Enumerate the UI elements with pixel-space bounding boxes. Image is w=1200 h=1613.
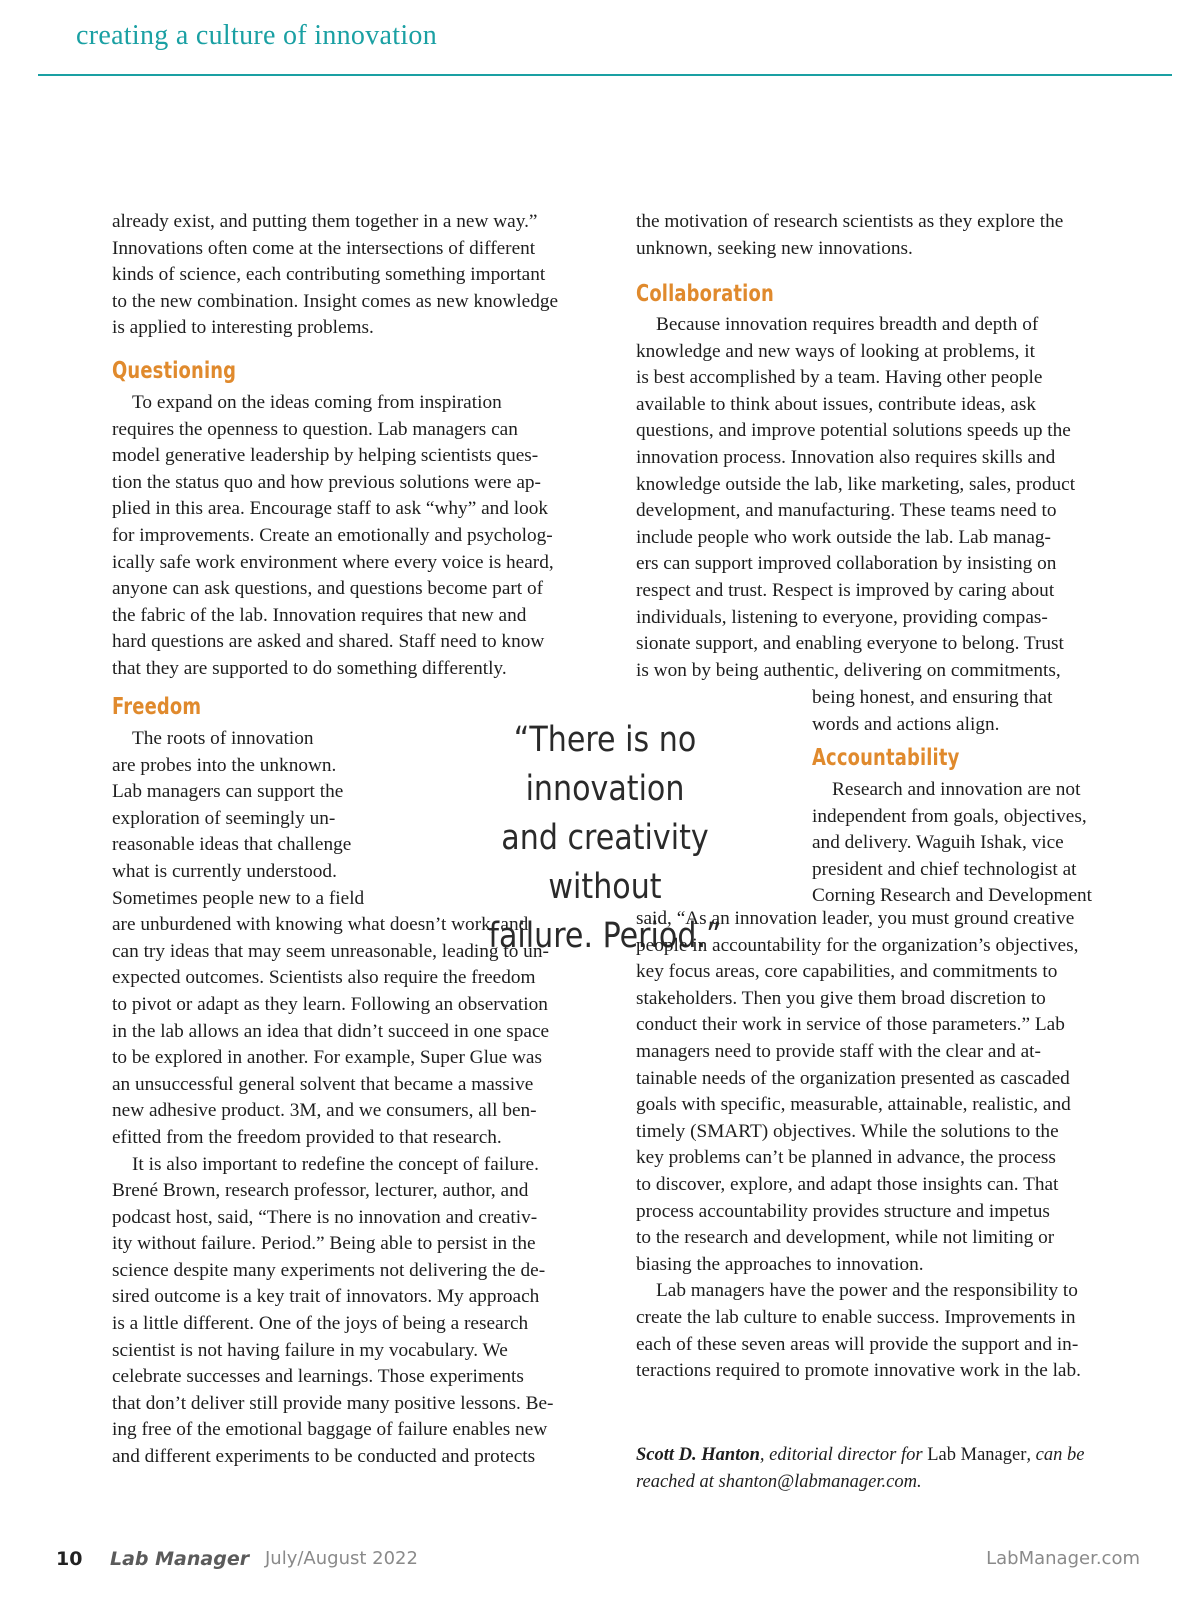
text-line: expected outcomes. Scientists also require the freedom	[112, 967, 536, 989]
text-line: ity without failure. Period.” Being able to persist in the	[112, 1233, 536, 1255]
text-line: Innovations often come at the intersections of different	[112, 237, 536, 259]
text-line: that they are supported to do something differently.	[112, 657, 507, 679]
text-line: timely (SMART) objectives. While the solutions to the	[636, 1120, 1059, 1142]
text-line: Because innovation requires breadth and depth of	[656, 314, 1039, 335]
collaboration-heading: Collaboration	[636, 281, 774, 307]
text-line: efitted from the freedom provided to that research.	[112, 1126, 502, 1148]
text-line: hard questions are asked and shared. Staff need to know	[112, 631, 545, 653]
page-number: 10	[56, 1548, 83, 1570]
text-line: kinds of science, each contributing something important	[112, 264, 546, 286]
text-line: Research and innovation are not	[832, 779, 1081, 800]
text-line: to the new combination. Insight comes as new knowledge	[112, 290, 559, 312]
text-line: key problems can’t be planned in advance, the process	[636, 1147, 1056, 1169]
author-byline: Scott D. Hanton, editorial director for Lab Manager, can be reached at shanton@labmanager.com.	[636, 1445, 1085, 1492]
text-line: To expand on the ideas coming from inspiration	[132, 392, 502, 413]
text-line: already exist, and putting them together in a new way.”	[112, 211, 538, 232]
collaboration-paragraph-end	[812, 685, 1052, 738]
text-line: anyone can ask questions, and questions become part of	[112, 578, 544, 600]
text-line: Brené Brown, research professor, lecturer, author, and	[112, 1180, 529, 1202]
text-line: to discover, explore, and adapt those insights can. That	[636, 1173, 1059, 1195]
text-line: independent from goals, objectives,	[812, 805, 1087, 827]
text-line: model generative leadership by helping scientists ques-	[112, 445, 539, 467]
text-line: to be explored in another. For example, Super Glue was	[112, 1047, 542, 1069]
text-line: the motivation of research scientists as they explore the	[636, 211, 1064, 232]
text-line: people in accountability for the organization’s objectives,	[636, 934, 1079, 956]
text-line: and creativity without	[501, 818, 709, 907]
text-line: ing free of the emotional baggage of failure enables new	[112, 1419, 548, 1441]
text-line: key focus areas, core capabilities, and commitments to	[636, 961, 1058, 983]
website: LabManager.com	[986, 1548, 1140, 1569]
text-line: reasonable ideas that challenge	[112, 834, 352, 856]
magazine-name: Lab Manager	[110, 1548, 250, 1570]
text-line: It is also important to redefine the concept of failure.	[132, 1153, 539, 1175]
text-line: stakeholders. Then you give them broad discretion to	[636, 987, 1046, 1009]
text-line: conduct their work in service of those parameters.” Lab	[636, 1014, 1065, 1036]
text-line: is won by being authentic, delivering on commitments,	[636, 659, 1061, 681]
text-line: biasing the approaches to innovation.	[636, 1253, 924, 1275]
text-line: ically safe work environment where every voice is heard,	[112, 551, 554, 573]
text-line: tion the status quo and how previous solutions were ap-	[112, 471, 541, 493]
text-line: process accountability provides structure and impetus	[636, 1200, 1050, 1222]
text-line: each of these seven areas will provide the support and in-	[636, 1333, 1079, 1355]
text-line: include people who work outside the lab. Lab manag-	[636, 526, 1051, 548]
text-line: sionate support, and enabling everyone to belong. Trust	[636, 633, 1064, 655]
text-line: Sometimes people new to a field	[112, 887, 365, 909]
text-line: ers can support improved collaboration by insisting on	[636, 553, 1057, 575]
text-line: can try ideas that may seem unreasonable, leading to un-	[112, 940, 549, 962]
text-line: podcast host, said, “There is no innovation and creativ-	[112, 1206, 538, 1228]
questioning-paragraph	[112, 390, 554, 683]
text-line: president and chief technologist at	[812, 858, 1077, 880]
text-line: scientist is not having failure in my vocabulary. We	[112, 1339, 508, 1361]
author-contact: reached at shanton@labmanager.com.	[636, 1472, 922, 1492]
text-line: the fabric of the lab. Innovation requires that new and	[112, 604, 527, 626]
text-line: Corning Research and Development	[812, 885, 1093, 907]
freedom-heading: Freedom	[112, 694, 202, 720]
text-line: is best accomplished by a team. Having other people	[636, 367, 1043, 389]
text-line: goals with specific, measurable, attainable, realistic, and	[636, 1094, 1071, 1116]
text-line: individuals, listening to everyone, providing compas-	[636, 606, 1048, 628]
collaboration-paragraph	[636, 312, 1075, 684]
text-line: questions, and improve potential solutions speeds up the	[636, 420, 1071, 442]
text-line: knowledge outside the lab, like marketing, sales, product	[636, 473, 1076, 495]
text-line: what is currently understood.	[112, 860, 337, 882]
issue-date: July/August 2022	[265, 1548, 418, 1569]
publication-name: Lab Manager	[927, 1445, 1027, 1465]
text-line: and different experiments to be conducted and protects	[112, 1446, 536, 1468]
text-line: being honest, and ensuring that	[812, 687, 1053, 708]
text-line: tainable needs of the organization presented as cascaded	[636, 1067, 1070, 1089]
text-line: words and actions align.	[812, 713, 1000, 735]
text-line: are unburdened with knowing what doesn’t work, and	[112, 914, 529, 936]
text-line: available to think about issues, contribute ideas, ask	[636, 393, 1036, 415]
text-line: science despite many experiments not delivering the de-	[112, 1259, 546, 1281]
text-line: sired outcome is a key trait of innovators. My approach	[112, 1286, 540, 1308]
text-line: failure. Period.”	[488, 916, 722, 956]
text-line: teractions required to promote innovative work in the lab.	[636, 1360, 1081, 1382]
text-line: to the research and development, while not limiting or	[636, 1227, 1055, 1249]
text-line: celebrate successes and learnings. Those experiments	[112, 1366, 524, 1388]
text-line: exploration of seemingly un-	[112, 807, 336, 829]
col2-intro	[636, 209, 1063, 262]
text-line: is applied to interesting problems.	[112, 317, 374, 339]
text-line: is a little different. One of the joys of being a research	[112, 1313, 529, 1335]
text-line: requires the openness to question. Lab managers can	[112, 418, 518, 440]
text-line: that don’t deliver still provide many positive lessons. Be-	[112, 1392, 554, 1414]
text-line: in the lab allows an idea that didn’t succeed in one space	[112, 1020, 550, 1042]
header-rule	[38, 74, 1172, 76]
text-line: “There is no innovation	[513, 720, 697, 809]
text-line: unknown, seeking new innovations.	[636, 237, 913, 259]
accountability-heading: Accountability	[812, 745, 960, 771]
text-line: said, “As an innovation leader, you must ground creative	[636, 908, 1075, 929]
text-line: for improvements. Create an emotionally and psycholog-	[112, 524, 553, 546]
text-line: are probes into the unknown.	[112, 754, 337, 776]
text-line: an unsuccessful general solvent that became a massive	[112, 1073, 534, 1095]
author-name: Scott D. Hanton	[636, 1445, 760, 1465]
text-line: Lab managers have the power and the responsibility to	[656, 1280, 1078, 1302]
accountability-intro	[812, 777, 1092, 910]
text-line: to pivot or adapt as they learn. Following an observation	[112, 993, 548, 1015]
text-line: innovation process. Innovation also requires skills and	[636, 446, 1056, 468]
text-line: Lab managers can support the	[112, 781, 344, 803]
text-line: The roots of innovation	[132, 728, 314, 749]
col1-intro	[112, 209, 558, 342]
text-line: plied in this area. Encourage staff to ask “why” and look	[112, 498, 549, 520]
text-line: managers need to provide staff with the clear and at-	[636, 1040, 1041, 1062]
questioning-heading: Questioning	[112, 358, 237, 384]
text-line: create the lab culture to enable success. Improvements in	[636, 1306, 1076, 1328]
text-line: respect and trust. Respect is improved by caring about	[636, 579, 1055, 601]
text-line: and delivery. Waguih Ishak, vice	[812, 832, 1064, 854]
accountability-paragraph	[636, 906, 1081, 1385]
text-line: development, and manufacturing. These teams need to	[636, 500, 1057, 522]
text-line: new adhesive product. 3M, and we consumers, all ben-	[112, 1100, 537, 1122]
text-line: knowledge and new ways of looking at problems, it	[636, 340, 1035, 362]
section-header: creating a culture of innovation	[76, 20, 438, 51]
